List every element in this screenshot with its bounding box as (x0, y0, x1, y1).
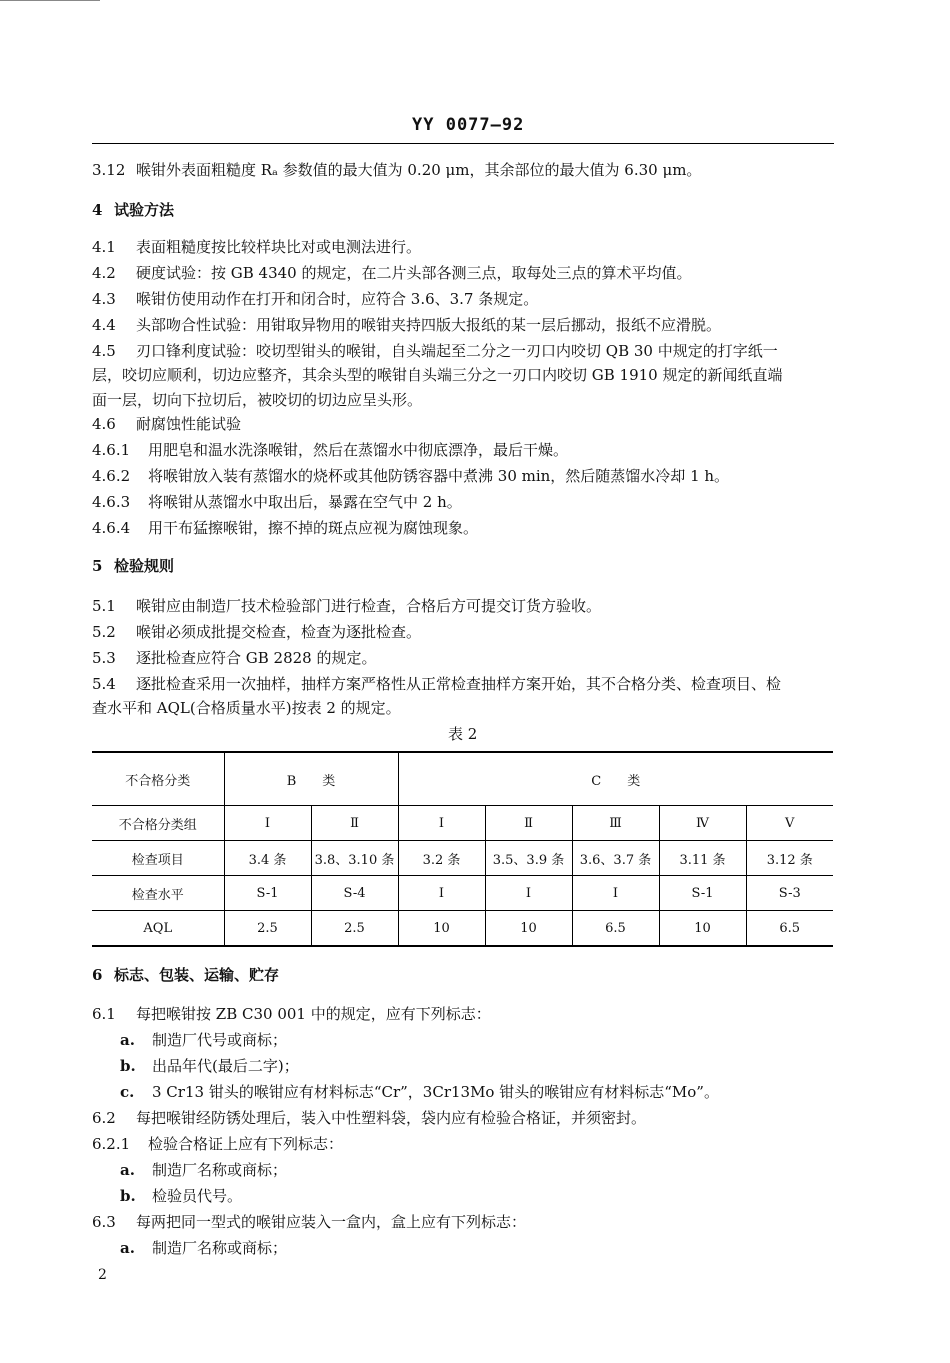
row-label: AQL (92, 911, 224, 947)
table-cell: 10 (659, 911, 746, 947)
clause-5-2: 5.2 喉钳必须成批提交检查，检查为逐批检查。 (92, 623, 422, 641)
table-cell: Ⅰ (398, 806, 485, 841)
table-cell: Ⅰ (398, 876, 485, 911)
table-header-row (92, 752, 833, 806)
clause-4-4: 4.4 头部吻合性试验：用钳取异物用的喉钳夹持四版大报纸的某一层后挪动，报纸不应滑脱。 (92, 316, 722, 334)
table-cell: S-1 (659, 876, 746, 911)
table-cell: Ⅳ (659, 806, 746, 841)
table-caption: 表 2 (448, 725, 478, 743)
table-cell: 3.12 条 (746, 841, 833, 876)
clause-4-5-cont-1: 层，咬切应顺利，切边应整齐，其余头型的喉钳自头端三分之一刃口内咬切 GB 1910 规定的新闻纸直端 (92, 366, 783, 384)
row-label: 检查水平 (92, 876, 224, 911)
table-header-cell: 不合格分类 (92, 752, 224, 806)
table-cell: 3.2 条 (398, 841, 485, 876)
standard-code-header: YY 0077—92 (412, 115, 525, 135)
clause-4-5: 4.5 刃口锋利度试验：咬切型钳头的喉钳，自头端起至二分之一刃口内咬切 QB 30 中规定的打字纸一 (92, 342, 778, 360)
page-number: 2 (98, 1267, 107, 1283)
table-cell: Ⅰ (485, 876, 572, 911)
clause-3-12: 3.12 喉钳外表面粗糙度 Rₐ 参数值的最大值为 0.20 μm，其余部位的最大值为 6.30 μm。 (92, 161, 702, 179)
list-item: a. 制造厂名称或商标； (120, 1161, 288, 1179)
table-cell: 10 (485, 911, 572, 947)
class-b-header: B 类 (224, 752, 398, 806)
table-cell: S-4 (311, 876, 398, 911)
section-4-heading: 4 试验方法 (92, 201, 175, 219)
scan-edge-line (0, 0, 100, 1)
table-row (92, 911, 833, 947)
header-rule (92, 143, 834, 144)
table-cell: 2.5 (311, 911, 398, 947)
class-c-header: C 类 (398, 752, 833, 806)
clause-6-2: 6.2 每把喉钳经防锈处理后，装入中性塑料袋，袋内应有检验合格证，并须密封。 (92, 1109, 647, 1127)
row-label: 检查项目 (92, 841, 224, 876)
row-label: 不合格分类组 (92, 806, 224, 841)
clause-4-6: 4.6 耐腐蚀性能试验 (92, 415, 242, 433)
sampling-table (92, 751, 833, 947)
table-cell: 3.5、3.9 条 (485, 841, 572, 876)
table-cell: 3.4 条 (224, 841, 311, 876)
clause-5-4: 5.4 逐批检查采用一次抽样，抽样方案严格性从正常检查抽样方案开始，其不合格分类、检查项目、检 (92, 675, 782, 693)
table-cell: Ⅰ (572, 876, 659, 911)
clause-5-1: 5.1 喉钳应由制造厂技术检验部门进行检查，合格后方可提交订货方验收。 (92, 597, 602, 615)
list-item: b. 出品年代(最后二字)； (120, 1057, 299, 1075)
clause-4-6-4: 4.6.4 用干布猛擦喉钳，擦不掉的斑点应视为腐蚀现象。 (92, 519, 479, 537)
list-item: a. 制造厂代号或商标； (120, 1031, 288, 1049)
clause-4-5-cont-2: 面一层，切向下拉切后，被咬切的切边应呈头形。 (92, 391, 423, 409)
table-row (92, 841, 833, 876)
table-cell: S-3 (746, 876, 833, 911)
clause-5-4-cont: 查水平和 AQL(合格质量水平)按表 2 的规定。 (92, 699, 401, 717)
table-cell: Ⅴ (746, 806, 833, 841)
table-cell: 6.5 (572, 911, 659, 947)
section-5-heading: 5 检验规则 (92, 557, 175, 575)
clause-4-6-2: 4.6.2 将喉钳放入装有蒸馏水的烧杯或其他防锈容器中煮沸 30 min，然后随蒸馏水冷却 1 h。 (92, 467, 730, 485)
table-cell: Ⅱ (485, 806, 572, 841)
list-item: a. 制造厂名称或商标； (120, 1239, 288, 1257)
table-row (92, 806, 833, 841)
clause-6-2-1: 6.2.1 检验合格证上应有下列标志： (92, 1135, 344, 1153)
table-cell: Ⅰ (224, 806, 311, 841)
clause-4-6-3: 4.6.3 将喉钳从蒸馏水中取出后，暴露在空气中 2 h。 (92, 493, 462, 511)
clause-6-1: 6.1 每把喉钳按 ZB C30 001 中的规定，应有下列标志： (92, 1005, 491, 1023)
section-6-heading: 6 标志、包装、运输、贮存 (92, 966, 280, 984)
table-cell: 3.8、3.10 条 (311, 841, 398, 876)
clause-6-3: 6.3 每两把同一型式的喉钳应装入一盒内，盒上应有下列标志： (92, 1213, 527, 1231)
table-row (92, 876, 833, 911)
list-item: b. 检验员代号。 (120, 1187, 243, 1205)
table-cell: 3.6、3.7 条 (572, 841, 659, 876)
table-cell: S-1 (224, 876, 311, 911)
table-cell: 3.11 条 (659, 841, 746, 876)
clause-4-1: 4.1 表面粗糙度按比较样块比对或电测法进行。 (92, 238, 422, 256)
clause-4-3: 4.3 喉钳仿使用动作在打开和闭合时，应符合 3.6、3.7 条规定。 (92, 290, 539, 308)
list-item: c. 3 Cr13 钳头的喉钳应有材料标志“Cr”，3Cr13Mo 钳头的喉钳应有材料标志“Mo”。 (120, 1083, 719, 1101)
table-cell: 2.5 (224, 911, 311, 947)
table-cell: Ⅲ (572, 806, 659, 841)
clause-5-3: 5.3 逐批检查应符合 GB 2828 的规定。 (92, 649, 377, 667)
table-cell: 6.5 (746, 911, 833, 947)
table-cell: Ⅱ (311, 806, 398, 841)
clause-4-6-1: 4.6.1 用肥皂和温水洗涤喉钳，然后在蒸馏水中彻底漂净，最后干燥。 (92, 441, 569, 459)
table-cell: 10 (398, 911, 485, 947)
clause-4-2: 4.2 硬度试验：按 GB 4340 的规定，在二片头部各测三点，取每处三点的算术平均值。 (92, 264, 692, 282)
